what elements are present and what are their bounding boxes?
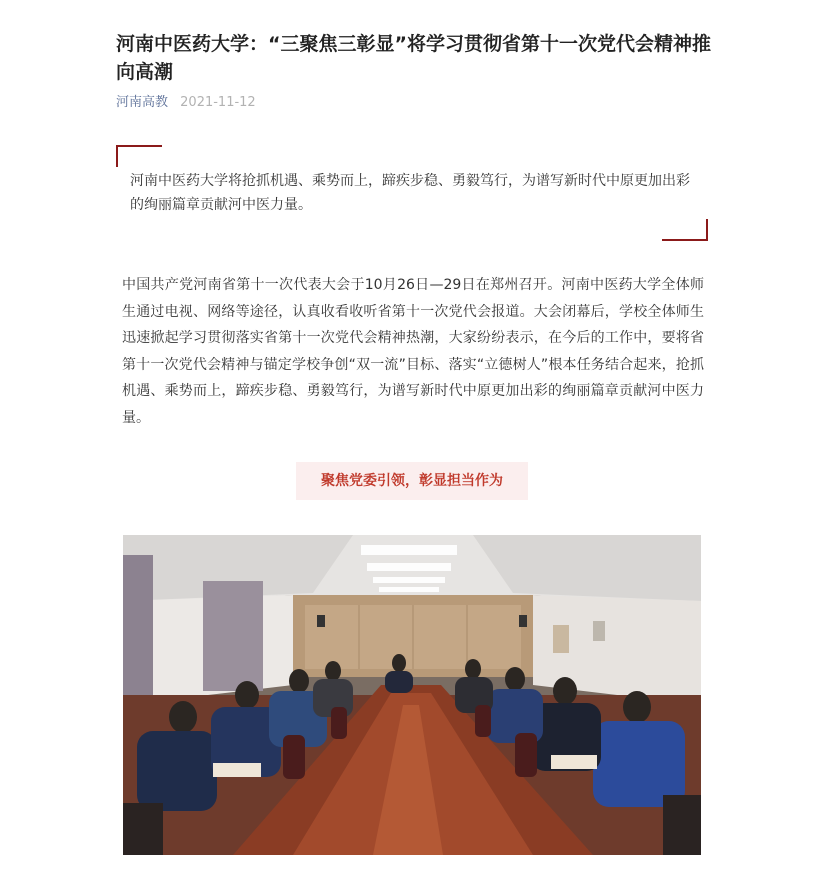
section-heading: 聚焦党委引领，彰显担当作为 [296,462,528,500]
source-link[interactable]: 河南高教 [116,95,169,110]
meeting-photo [123,535,701,855]
article-meta [116,94,256,112]
intro-quote-box [116,145,708,241]
publish-date: 2021-11-12 [180,95,256,110]
intro-quote-text: 河南中医药大学将抢抓机遇、乘势而上，蹄疾步稳、勇毅笃行，为谱写新时代中原更加出彩的绚丽篇章贡献河中医力量。 [130,173,690,213]
corner-bracket-top-left [116,145,162,167]
body-paragraph: 中国共产党河南省第十一次代表大会于10月26日—29日在郑州召开。河南中医药大学全体师生通过电视、网络等途径，认真收看收听省第十一次党代会报道。大会闭幕后，学校全体师生迅速掀起学习贯彻落实省第十一次党代会精神热潮，大家纷纷表示，在今后的工作中，要将省第十一次党代会精神与锚定学校争创“双一流”目标、落实“立德树人”根本任务结合起来，抢抓机遇、乘势而上，蹄疾步稳、勇毅笃行，为谱写新时代中原更加出彩的绚丽篇章贡献河中医力量。 [122,277,704,426]
article-title: 河南中医药大学：“三聚焦三彰显”将学习贯彻省第十一次党代会精神推向高潮 [116,33,711,83]
corner-bracket-bottom-right [662,219,708,241]
meeting-room-illustration [123,535,701,855]
